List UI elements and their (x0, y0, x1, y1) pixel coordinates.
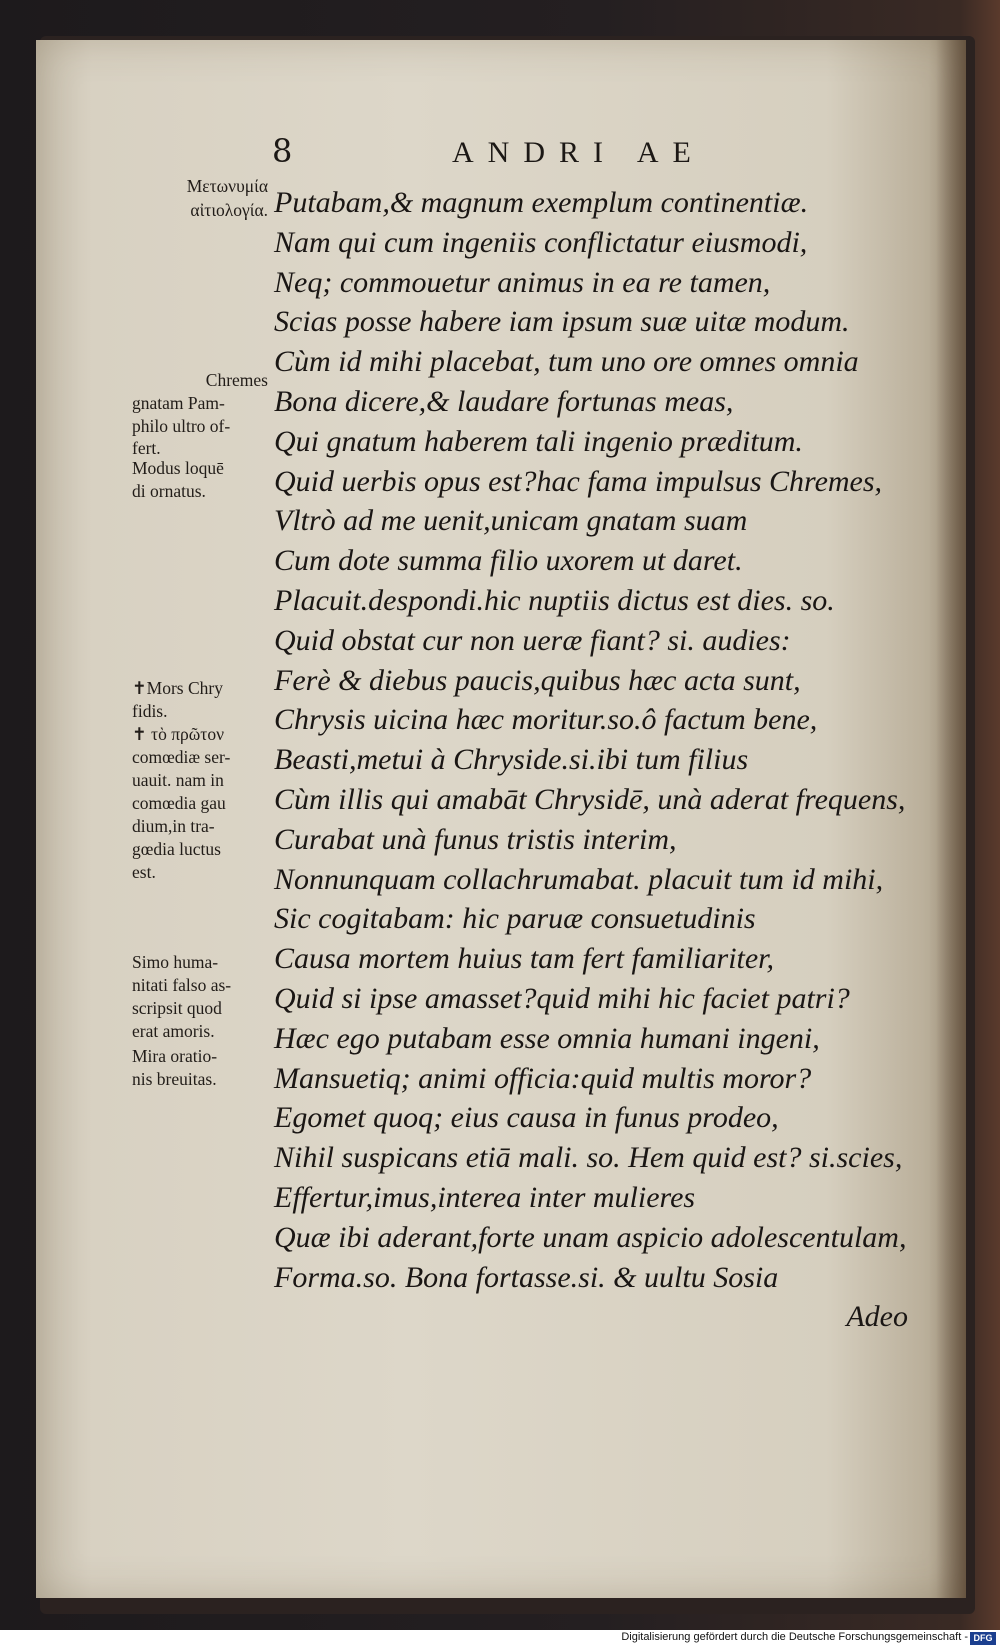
text-line: Placuit.despondi.hic nuptiis dictus est dies. so. (274, 583, 835, 617)
marginal-note-chremes-line4: fert. (132, 438, 161, 458)
marginal-note-metonymia: Μετωνυμία (186, 176, 268, 196)
marginal-note-proton: ✝ τὸ πρῶτον (132, 724, 224, 744)
marginal-note-mira-line1: Mira oratio- (132, 1046, 218, 1066)
text-line: Quæ ibi aderant,forte unam aspicio adolescentulam, (274, 1220, 907, 1254)
marginal-note-simo-line2: nitati falso as- (132, 975, 232, 995)
marginal-note-simo-line3: scripsit quod (132, 998, 222, 1018)
running-head (36, 132, 966, 182)
text-line: Quid uerbis opus est?hac fama impulsus Chremes, (274, 464, 883, 498)
catchword: Adeo (846, 1300, 908, 1334)
marginal-note-aitiologia: αἰτιολογία. (190, 200, 268, 220)
text-line: Quid si ipse amasset?quid mihi hic faciet patri? (274, 981, 850, 1015)
text-line: Vltrò ad me uenit,unicam gnatam suam (274, 504, 748, 538)
text-line: Ferè & diebus paucis,quibus hæc acta sunt, (274, 663, 801, 697)
dfg-logo: DFG (970, 1632, 996, 1645)
text-line: Cùm id mihi placebat, tum uno ore omnes omnia (274, 345, 859, 379)
funding-credit: Digitalisierung gefördert durch die Deutsche Forschungsgemeinschaft - (621, 1631, 968, 1643)
marginal-note-chremes-line3: philo ultro of- (132, 416, 231, 436)
page-gutter-shadow (936, 40, 966, 1598)
text-line: Nihil suspicans etiā mali. so. Hem quid est? si.scies, (274, 1141, 903, 1175)
text-line: Nonnunquam collachrumabat. placuit tum id mihi, (274, 862, 884, 896)
text-line: Scias posse habere iam ipsum suæ uitæ modum. (274, 305, 850, 339)
text-line: Mansuetiq; animi officia:quid multis moror? (274, 1061, 812, 1095)
marginal-note-comoedia-line2: uauit. nam in (132, 770, 224, 790)
text-line: Forma.so. Bona fortasse.si. & uultu Sosia (274, 1260, 779, 1294)
marginal-note-comoedia-line3: comœdia gau (132, 793, 226, 813)
text-line: Causa mortem huius tam fert familiariter, (274, 942, 775, 976)
text-line: Quid obstat cur non ueræ fiant? si. audies: (274, 623, 791, 657)
verse-text (274, 183, 914, 1337)
text-line: Beasti,metui à Chryside.si.ibi tum filius (274, 743, 749, 777)
text-line: Qui gnatum haberem tali ingenio præditum. (274, 424, 803, 458)
marginal-note-comoedia-line6: est. (132, 862, 156, 882)
marginal-note-simo-line1: Simo huma- (132, 952, 219, 972)
marginal-note-comoedia-line4: dium,in tra- (132, 816, 215, 836)
marginal-note-chremes-line2: gnatam Pam- (132, 393, 225, 413)
text-line: Effertur,imus,interea inter mulieres (274, 1180, 696, 1214)
marginal-note-mira-line2: nis breuitas. (132, 1069, 217, 1089)
text-line: Curabat unà funus tristis interim, (274, 822, 677, 856)
text-line: Bona dicere,& laudare fortunas meas, (274, 384, 734, 418)
text-line: Sic cogitabam: hic paruæ consuetudinis (274, 902, 756, 936)
text-line: Nam qui cum ingeniis conflictatur eiusmodi, (274, 225, 808, 259)
marginal-note-mors-line1: ✝Mors Chry (132, 678, 223, 698)
marginal-note-modus-line2: di ornatus. (132, 481, 206, 501)
marginal-note-modus-line1: Modus loquē (132, 458, 224, 478)
digitization-footer (0, 1630, 1000, 1648)
text-line: Putabam,& magnum exemplum continentiæ. (274, 186, 809, 219)
text-line: Cum dote summa filio uxorem ut daret. (274, 544, 743, 578)
book-page (36, 40, 966, 1598)
marginal-note-chremes-line1: Chremes (205, 370, 268, 390)
page-number: 8 (272, 132, 293, 170)
marginal-note-simo-line4: erat amoris. (132, 1021, 215, 1041)
marginal-note-mors-line2: fidis. (132, 701, 168, 721)
text-line: Chrysis uicina hæc moritur.so.ô factum bene, (274, 703, 818, 737)
text-line: Neq; commouetur animus in ea re tamen, (274, 265, 771, 299)
running-title: ANDRI AE (452, 136, 705, 169)
text-line: Cùm illis qui amabāt Chrysidē, unà aderat frequens, (274, 782, 906, 816)
marginal-note-comoedia-line1: comœdiæ ser- (132, 747, 231, 767)
text-line: Hæc ego putabam esse omnia humani ingeni, (274, 1021, 820, 1055)
text-line: Egomet quoq; eius causa in funus prodeo, (274, 1101, 779, 1135)
marginal-note-comoedia-line5: gœdia luctus (132, 839, 221, 859)
